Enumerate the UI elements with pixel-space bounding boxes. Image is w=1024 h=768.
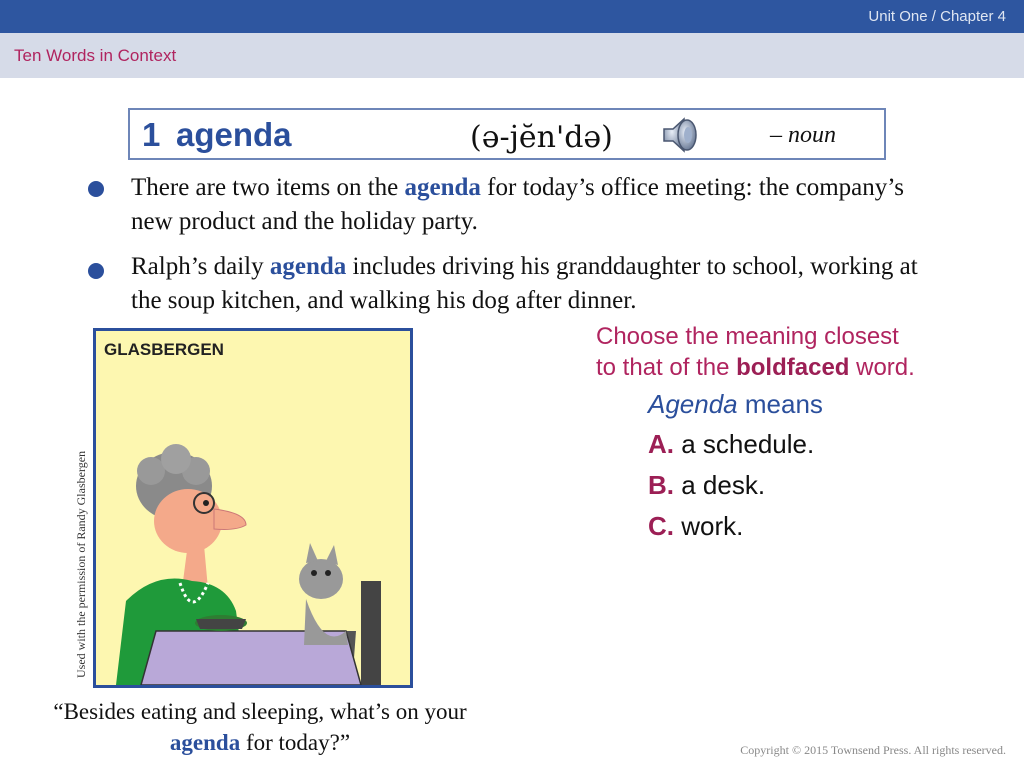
cartoon-image [93,328,413,688]
bullet-2 [88,263,104,279]
example-sentence-2: Ralph’s daily agenda includes driving his granddaughter to school, working at the soup kitchen, and walking his dog after dinner. [131,253,918,314]
word-number: 1 [142,116,161,153]
cartoon-caption: “Besides eating and sleeping, what’s on your agenda for today?” [53,699,467,755]
quiz-question: Agenda means [648,389,823,419]
top-bar [0,0,1024,33]
part-of-speech: – noun [770,122,836,148]
section-bar [0,33,1024,78]
choice-c[interactable]: C. work. [648,511,744,541]
section-title: Ten Words in Context [14,46,177,65]
copyright-notice: Copyright © 2015 Townsend Press. All rights reserved. [740,743,1006,757]
image-credit: Used with the permission of Randy Glasbergen [74,450,88,678]
word-pronunciation: (ə-jĕn'də) [470,120,613,155]
choice-b[interactable]: B. a desk. [648,470,766,500]
bullet-1 [88,181,104,197]
keyword: agenda [169,730,241,755]
quiz-instruction: Choose the meaning closest to that of the boldfaced word. [596,323,915,381]
keyword: agenda [404,174,481,201]
word-term: agenda [176,116,292,153]
example-sentence-1: There are two items on the agenda for today’s office meeting: the company’s new product and the holiday party. [131,174,904,235]
cartoon-illustration [96,331,410,685]
choice-a[interactable]: A. a schedule. [648,429,815,459]
artist-signature: GLASBERGEN [104,340,224,359]
vocabulary-word-box [128,108,886,160]
unit-chapter-label: Unit One / Chapter 4 [868,8,1006,25]
speaker-icon[interactable] [660,114,704,156]
keyword: agenda [269,253,347,280]
